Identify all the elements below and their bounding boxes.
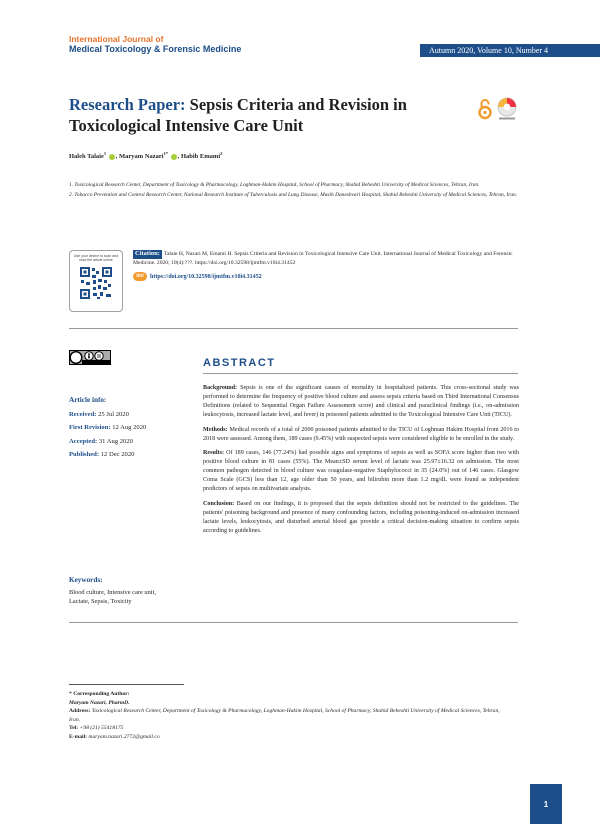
- author-list: Haleh Talaie$^1$ , Maryam Nazari$^{1*}$ , Habib Emami$^2$: [69, 151, 223, 161]
- received-row: [69, 408, 146, 422]
- keywords-heading: Keywords:: [69, 576, 103, 584]
- open-access-icon: [478, 98, 492, 120]
- address-row: [69, 707, 509, 724]
- doi-link[interactable]: https://doi.org/10.32598/ijmtfm.v10i4.31452: [150, 273, 262, 280]
- orcid-icon[interactable]: [109, 154, 115, 160]
- email-text[interactable]: maryam.nazari.2772@gmail.co: [87, 733, 160, 740]
- revision-row: [69, 421, 146, 435]
- author-name: Habib Emami: [180, 153, 221, 161]
- author-name: Haleh Talaie: [69, 153, 104, 161]
- affiliations: [69, 182, 524, 201]
- abstract-background: [203, 384, 519, 420]
- doi-row: [133, 272, 518, 281]
- published-date: 12 Dec 2020: [100, 451, 135, 458]
- crossmark-icon[interactable]: [496, 97, 518, 121]
- received-date: 25 Jul 2020: [98, 410, 129, 418]
- author-affiliation-mark: 1*: [163, 151, 169, 156]
- accepted-row: [69, 435, 146, 449]
- author-affiliation-mark: 1: [103, 151, 107, 156]
- background-label: Background:: [203, 385, 238, 391]
- accepted-date: 31 Aug 2020: [98, 437, 133, 445]
- author-name: Maryam Nazari: [118, 153, 164, 161]
- tel-row: [69, 724, 509, 733]
- qr-code-icon: [79, 266, 113, 300]
- abstract-results: [203, 449, 519, 494]
- tel-text: +98 (21) 55418175: [78, 725, 124, 731]
- corresponding-author: [69, 690, 509, 741]
- article-info: [69, 394, 146, 462]
- abstract-divider: [203, 373, 518, 374]
- qr-caption: Use your device to scan and read the article online: [73, 254, 119, 262]
- article-title-text: Sepsis Criteria and Revision in Toxicological Intensive Care Unit: [69, 95, 407, 135]
- corresponding-heading: * Corresponding Author:: [69, 691, 130, 697]
- keywords: [69, 576, 174, 607]
- accepted-label: Accepted:: [69, 437, 98, 445]
- article-info-heading: Article info:: [69, 396, 107, 404]
- published-row: [69, 448, 146, 462]
- tel-label: Tel:: [69, 725, 79, 731]
- received-label: Received:: [69, 410, 97, 418]
- abstract-methods: [203, 426, 519, 444]
- methods-text: Medical records of a total of 2000 poisoned patients admitted to the TICU of Loghman Hakim Hospital from 2016 to 2018 were assessed. Among them, 189 cases (9.45%) with suspected sepsis were considered eligible to be enrolled in the study.: [203, 426, 519, 442]
- citation-label: Citation:: [135, 250, 160, 257]
- journal-name: [69, 34, 241, 54]
- conclusion-text: Based on our findings, it is proposed that the sepsis definition should not be restricted to the guidelines. The patients' poisoning background and presence of many confounding factors, including poisoning-induced on-admission increased lactate levels, leukocytosis, and disturbed arterial blood gas provide a critical decision-making situation to confirm sepsis according to guidelines.: [203, 500, 519, 534]
- abstract-body: [203, 384, 519, 541]
- journal-name-line2: Medical Toxicology & Forensic Medicine: [69, 44, 242, 54]
- cc-by-nc-license-icon[interactable]: [69, 350, 111, 365]
- results-label: Results:: [203, 450, 224, 456]
- orcid-icon[interactable]: [171, 154, 177, 160]
- corresponding-name: Maryam Nazari, PharmD.: [69, 699, 130, 706]
- results-text: Of 189 cases, 146 (77.24%) had possible signs and symptoms of sepsis as well as SOFA score higher than two with positive blood culture in 81 cases (55%). The Mean±SD serum level of lactate was 25.97±16.32 on admission. The most common pathogen detected in blood culture was coagulase-negative Staphylococci in 35 (24.0%) out of 146 cases. Glasgow Coma Scale (GCS) less than 12, age older than 50 years, and bilirubin more than 1.2 mg/dL were found as independent predictors of sepsis on multivariate analysis.: [203, 450, 519, 492]
- divider: [69, 328, 518, 329]
- conclusion-label: Conclusion:: [203, 500, 235, 507]
- article-title: [69, 94, 469, 136]
- citation-text: Talaie H, Nazari M, Emami H. Sepsis Criteria and Revision in Toxicological Intensive Care Unit. International Journal of Medical Toxicology and Forensic Medicine. 2020; 10(4):???. https://doi.org/10.32598/ijmtfm.v10i4.31452: [133, 251, 513, 266]
- address-text: Toxicological Research Center, Department of Toxicology & Pharmacology, Loghman-Hakim Hospital, School of Pharmacy, Shahid Beheshti University of Medical Sciences, Tehran, Iran.: [69, 708, 500, 723]
- keywords-text: Blood culture, Intensive care unit, Lactate, Sepsis, Toxicity: [69, 588, 156, 605]
- abstract-heading: ABSTRACT: [203, 357, 276, 369]
- page-number: 1: [530, 784, 562, 824]
- issue-bar: Autumn 2020, Volume 10, Number 4: [420, 44, 600, 57]
- citation-block: [133, 250, 518, 281]
- article-type: Research Paper:: [69, 95, 186, 114]
- qr-code-box[interactable]: [69, 250, 123, 312]
- doi-icon: doi: [133, 272, 147, 281]
- address-label: Address:: [69, 708, 91, 714]
- affiliation-2: 2. Tobacco Prevention and Control Research Center, National Research Institute of Tuberculosis and Lung Disease, Masih Daneshvari Hospital, Shahid Beheshti University of Medical Sciences, Tehran, Iran.: [69, 191, 518, 198]
- abstract-conclusion: [203, 500, 519, 536]
- affiliation-1: 1. Toxicological Research Center, Department of Toxicology & Pharmacology, Loghman-Hakim Hospital, School of Pharmacy, Shahid Beheshti University of Medical Sciences, Tehran, Iran.: [69, 182, 480, 188]
- published-label: Published:: [69, 451, 100, 458]
- divider: [69, 622, 518, 623]
- revision-date: 12 Aug 2020: [112, 424, 147, 431]
- footnote-divider: [69, 684, 184, 685]
- methods-label: Methods:: [203, 426, 228, 433]
- background-text: Sepsis is one of the significant causes of mortality in hospitalized patients. This cross-sectional study was performed to determine the frequency of positive blood culture and assess sepsis criteria based on Third International Consensus Definitions (related to Sequential Organ Failure Assessment score) and clinical and paraclinical findings (i.e., on-admission leukocytosis, increased lactate level, and fever) in poisoned patients admitted to the Toxicological Intensive Care Unit (TICU).: [203, 385, 519, 418]
- email-label: E-mail:: [69, 733, 88, 740]
- journal-name-line1: International Journal of: [69, 34, 164, 44]
- email-row: [69, 733, 509, 742]
- author-affiliation-mark: 2: [220, 151, 223, 156]
- revision-label: First Revision:: [69, 424, 111, 431]
